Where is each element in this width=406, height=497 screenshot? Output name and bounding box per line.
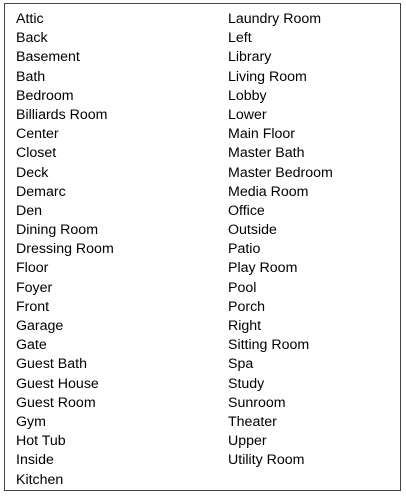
room-list-item: Utility Room (228, 452, 305, 469)
room-list-item: Center (16, 126, 59, 143)
room-list-item: Dining Room (16, 222, 99, 239)
room-list-item: Back (16, 30, 48, 47)
room-list-item: Guest House (16, 375, 99, 392)
room-list-item: Bath (16, 68, 46, 85)
room-list-item: Sunroom (228, 394, 286, 411)
room-list-item: Hot Tub (16, 433, 66, 450)
room-list-item: Lobby (228, 87, 267, 104)
room-list-item: Garage (16, 318, 64, 334)
room-list-item: Sitting Room (228, 337, 310, 354)
room-list-item: Office (228, 202, 265, 219)
room-list-item: Laundry Room (228, 11, 322, 27)
room-list-item: Gym (16, 413, 46, 430)
room-list-item: Billiards Room (16, 106, 108, 123)
room-list-item: Library (228, 49, 272, 66)
room-list-item: Master Bedroom (228, 164, 333, 181)
room-list-item: Attic (16, 11, 44, 27)
room-list-item: Upper (228, 433, 267, 450)
room-list-item: Gate (16, 337, 47, 354)
room-list-item: Foyer (16, 279, 53, 296)
room-list-item: Guest Bath (16, 356, 87, 373)
room-list-item: Left (228, 30, 252, 47)
room-list-left-column (16, 10, 114, 490)
room-list-item: Dressing Room (16, 241, 114, 258)
room-list-item: Master Bath (228, 145, 305, 162)
room-list-item: Deck (16, 164, 49, 181)
room-list-right-column (228, 10, 333, 471)
room-list-item: Basement (16, 49, 80, 66)
room-list-item: Den (16, 202, 43, 219)
room-list-item: Bedroom (16, 87, 74, 104)
room-list-item: Front (16, 298, 50, 315)
room-list-item: Study (228, 375, 265, 392)
room-list-item: Lower (228, 106, 267, 123)
room-list-box (4, 3, 401, 491)
room-list-item: Play Room (228, 260, 298, 277)
room-list-item: Media Room (228, 183, 309, 200)
room-list-item: Outside (228, 222, 277, 239)
room-list-item: Main Floor (228, 126, 296, 143)
room-list-item: Floor (16, 260, 49, 277)
room-list-item: Patio (228, 241, 261, 258)
room-list-item: Closet (16, 145, 57, 162)
room-list-item: Guest Room (16, 394, 96, 411)
room-list-item: Inside (16, 452, 54, 469)
room-list-item: Kitchen (16, 471, 64, 488)
room-list-item: Theater (228, 413, 277, 430)
room-list-item: Demarc (16, 183, 66, 200)
room-list-item: Pool (228, 279, 257, 296)
room-list-item: Porch (228, 298, 266, 315)
room-list-item: Living Room (228, 68, 307, 85)
room-list-item: Spa (228, 356, 254, 373)
room-list-item: Right (228, 318, 262, 334)
